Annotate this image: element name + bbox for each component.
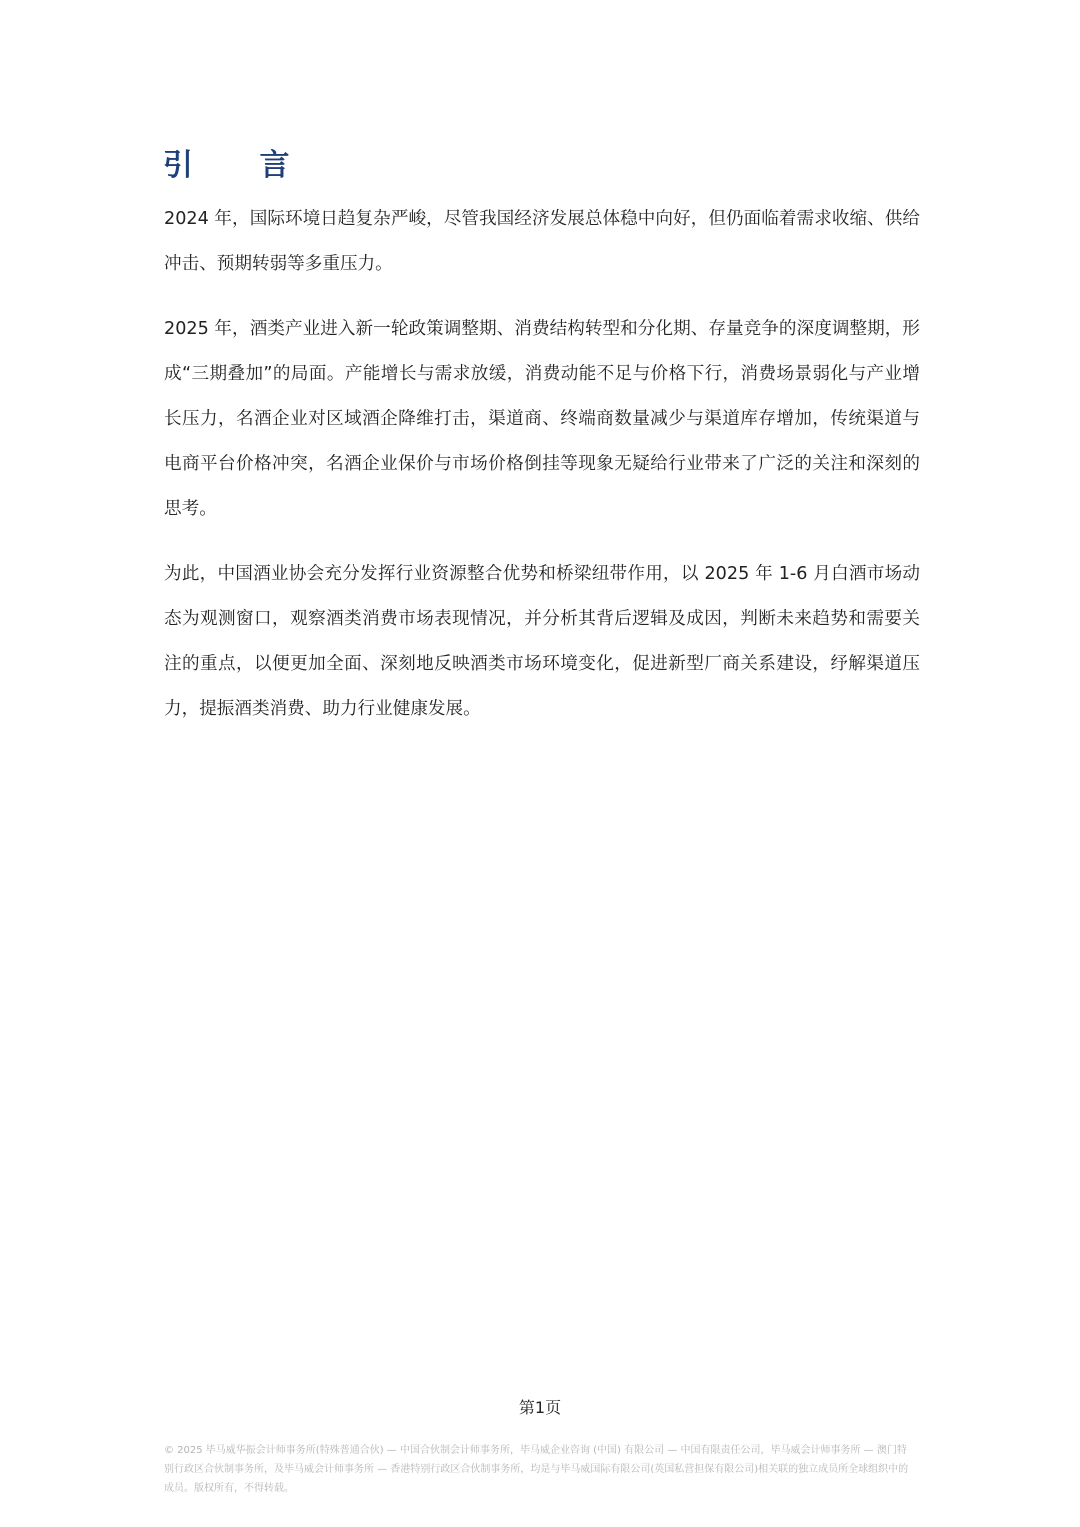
paragraph-3: 为此，中国酒业协会充分发挥行业资源整合优势和桥梁纽带作用，以 2025 年 1-6 月白酒市场动态为观测窗口，观察酒类消费市场表现情况，并分析其背后逻辑及成因，判断未来趋势和需要关注的重点，以便更加全面、深刻地反映酒类市场环境变化，促进新型厂商关系建设，纾解渠道压力，提振酒类消费、助力行业健康发展。 (164, 564, 920, 719)
paragraph-2: 2025 年，酒类产业进入新一轮政策调整期、消费结构转型和分化期、存量竞争的深度调整期，形成“三期叠加”的局面。产能增长与需求放缓，消费动能不足与价格下行，消费场景弱化与产业增长压力，名酒企业对区域酒企降维打击，渠道商、终端商数量减少与渠道库存增加，传统渠道与电商平台价格冲突，名酒企业保价与市场价格倒挂等现象无疑给行业带来了广泛的关注和深刻的思考。 (164, 319, 920, 519)
page-number: 第1页 (518, 1398, 562, 1417)
page-title: 引 言 (163, 148, 318, 183)
paragraph-1: 2024 年，国际环境日趋复杂严峻，尽管我国经济发展总体稳中向好，但仍面临着需求收缩、供给冲击、预期转弱等多重压力。 (164, 209, 920, 274)
copyright-notice: © 2025 毕马威华振会计师事务所(特殊普通合伙) — 中国合伙制会计师事务所，毕马威企业咨询 (中国) 有限公司 — 中国有限责任公司，毕马威会计师事务所 — 澳门特别行政区合伙制事务所，及毕马威会计师事务所 — 香港特别行政区合伙制事务所，均是与毕马威国际有限公司(英国私营担保有限公司)相关联的独立成员所全球组织中的成员。版权所有，不得转载。 (164, 1445, 909, 1494)
introduction-body (164, 197, 920, 752)
